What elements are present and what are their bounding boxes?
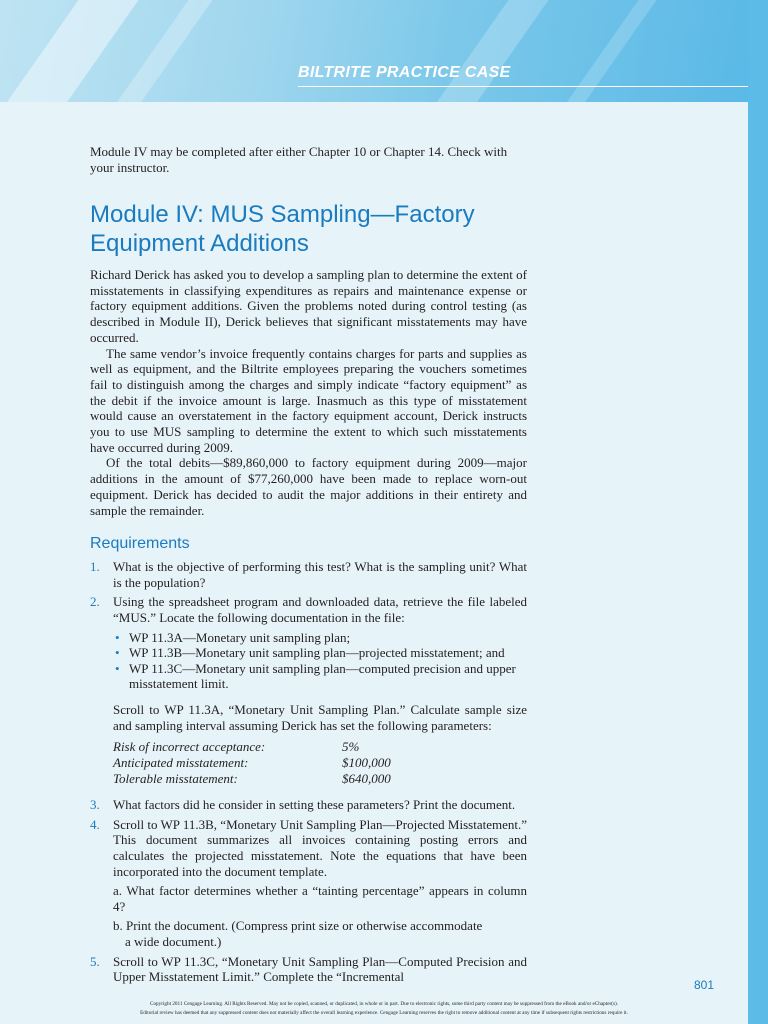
list-item (113, 661, 527, 692)
running-header: BILTRITE PRACTICE CASE (298, 64, 511, 81)
list-item-text: WP 11.3C—Monetary unit sampling plan—computed precision and upper misstatement limit. (129, 660, 516, 692)
param-label: Tolerable misstatement: (113, 771, 238, 787)
requirement-number: 2. (90, 594, 100, 610)
document-list (113, 630, 527, 692)
paragraph: The same vendor’s invoice frequently contains charges for parts and supplies as well as equipment, and the Biltrite employees preparing the vouchers sometimes fail to distinguish among the charges and simply indicate “factory equipment” as the debit if the invoice amount is large. Inasmuch as this type of misstatement would cause an overstatement in the factory equipment account, Derick instructs you to use MUS sampling to determine the extent to which such misstatements have occurred during 2009. (90, 345, 527, 455)
sub-question-b (113, 918, 527, 949)
bullet-icon: • (115, 645, 120, 661)
requirement-text: Using the spreadsheet program and downloaded data, retrieve the file labeled “MUS.” Locate the following documentation in the file: (113, 594, 527, 626)
param-value: $100,000 (342, 755, 391, 771)
requirement-number: 5. (90, 953, 100, 969)
bullet-icon: • (115, 660, 120, 676)
sub-question-b-line: a wide document.) (125, 933, 222, 949)
page-content (90, 144, 527, 989)
requirement-item (90, 797, 527, 813)
requirement-number: 4. (90, 816, 100, 832)
table-row (113, 739, 391, 755)
list-item (113, 645, 527, 661)
parameters-table (113, 739, 391, 787)
intro-note: Module IV may be completed after either Chapter 10 or Chapter 14. Check with your instructor. (90, 144, 508, 175)
copyright-line: Editorial review has deemed that any suppressed content does not materially affect the overall learning experience. Cengage Learning reserves the right to remove additional content at any time if subsequent rights restrictions require it. (140, 1010, 628, 1016)
page-edge-bar (748, 0, 768, 1024)
requirement-number: 1. (90, 559, 100, 575)
header-banner (0, 0, 748, 102)
requirement-item (90, 954, 527, 985)
bullet-icon: • (115, 629, 120, 645)
instruction-paragraph: Scroll to WP 11.3A, “Monetary Unit Sampling Plan.” Calculate sample size and sampling interval assuming Derick has set the following parameters: (113, 702, 527, 733)
header-rule (298, 86, 748, 87)
table-row (113, 771, 391, 787)
banner-highlight (0, 0, 146, 102)
param-label: Anticipated misstatement: (113, 755, 249, 771)
requirement-item (90, 559, 527, 590)
sub-question-b-line: b. Print the document. (Compress print size or otherwise accommodate (113, 918, 483, 934)
requirement-text: What is the objective of performing this test? What is the sampling unit? What is the population? (113, 559, 527, 590)
requirements-heading: Requirements (90, 535, 190, 553)
list-item-text: WP 11.3A—Monetary unit sampling plan; (129, 629, 351, 645)
list-item-text: WP 11.3B—Monetary unit sampling plan—projected misstatement; and (129, 645, 505, 661)
sub-question-a: a. What factor determines whether a “tainting percentage” appears in column 4? (113, 883, 527, 914)
paragraph: Of the total debits—$89,860,000 to factory equipment during 2009—major additions in the amount of $77,260,000 have been made to replace worn-out equipment. Derick has decided to audit the major additions in their entirety and sample the remainder. (90, 455, 527, 518)
requirement-item (90, 817, 527, 950)
list-item (113, 630, 527, 646)
module-title: Module IV: MUS Sampling—Factory Equipment Additions (90, 201, 475, 257)
requirement-item (90, 594, 527, 692)
param-value: $640,000 (342, 771, 391, 787)
table-row (113, 755, 391, 771)
requirement-text: Scroll to WP 11.3C, “Monetary Unit Sampling Plan—Computed Precision and Upper Misstatement Limit.” Complete the “Incremental (113, 953, 527, 985)
requirement-text: What factors did he consider in setting these parameters? Print the document. (113, 797, 516, 813)
requirements-list (90, 559, 527, 692)
copyright-notice (0, 1000, 768, 1018)
requirements-list (90, 797, 527, 985)
paragraph: Richard Derick has asked you to develop a sampling plan to determine the extent of misstatements in classifying expenditures as repairs and maintenance expense or factory equipment additions. Given the problems noted during control testing (as described in Module II), Derick believes that significant misstatements may have occurred. (90, 267, 527, 345)
param-value: 5% (342, 739, 360, 755)
copyright-line: Copyright 2011 Cengage Learning. All Rights Reserved. May not be copied, scanned, or duplicated, in whole or in part. Due to electronic rights, some third party content may be suppressed from the eBook and/or eChapter(s). (149, 1001, 618, 1007)
requirement-number: 3. (90, 797, 100, 813)
requirement-text: Scroll to WP 11.3B, “Monetary Unit Sampling Plan—Projected Misstatement.” This document summarizes all invoices containing posting errors and calculates the projected misstatement. Note the equations that have been incorporated into the document template. (113, 816, 527, 879)
param-label: Risk of incorrect acceptance: (113, 739, 266, 755)
page-number: 801 (693, 978, 714, 992)
